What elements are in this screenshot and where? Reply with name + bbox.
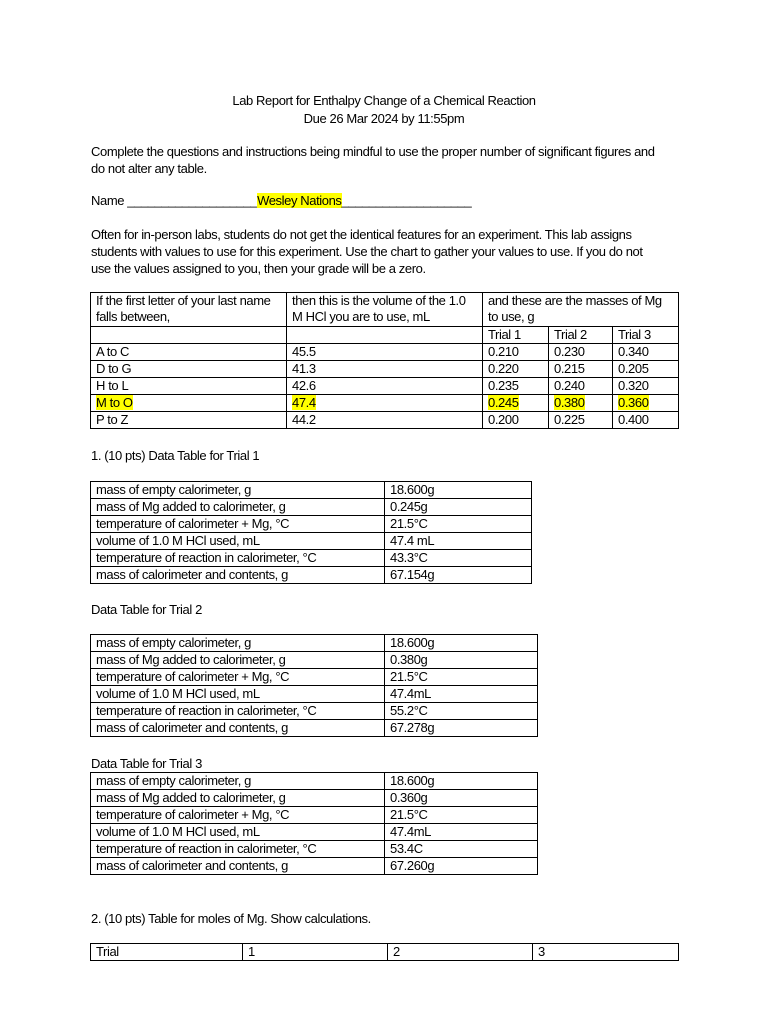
cell: 0.210 bbox=[483, 344, 549, 361]
name-label: Name ___________________ bbox=[91, 193, 258, 208]
cell: 0.360g bbox=[385, 790, 538, 807]
table-row bbox=[91, 944, 679, 961]
cell: 0.215 bbox=[549, 361, 613, 378]
due-date: Due 26 Mar 2024 by 11:55pm bbox=[303, 111, 465, 126]
cell: volume of 1.0 M HCl used, mL bbox=[91, 824, 385, 841]
cell: mass of Mg added to calorimeter, g bbox=[91, 790, 385, 807]
cell: 0.240 bbox=[549, 378, 613, 395]
cell: 0.380g bbox=[385, 652, 538, 669]
highlighted-row bbox=[91, 395, 679, 412]
cell: 1 bbox=[243, 944, 388, 961]
cell: D to G bbox=[91, 361, 287, 378]
cell: 0.245 bbox=[483, 395, 549, 412]
table-row bbox=[91, 361, 679, 378]
table-row bbox=[91, 686, 538, 703]
cell: 45.5 bbox=[287, 344, 483, 361]
trial2-table bbox=[90, 634, 538, 737]
table-row bbox=[91, 499, 532, 516]
cell: mass of calorimeter and contents, g bbox=[91, 567, 385, 584]
cell: Trial bbox=[91, 944, 243, 961]
cell: 43.3°C bbox=[385, 550, 532, 567]
student-name: Wesley Nations bbox=[257, 193, 342, 208]
table-row bbox=[91, 773, 538, 790]
cell: 21.5°C bbox=[385, 669, 538, 686]
t3-title: Data Table for Trial 3 bbox=[91, 756, 202, 771]
trial-header: Trial 2 bbox=[549, 327, 613, 344]
assignment-trial-row bbox=[91, 327, 679, 344]
cell: temperature of reaction in calorimeter, °C bbox=[91, 841, 385, 858]
cell bbox=[91, 327, 287, 344]
table-row bbox=[91, 841, 538, 858]
cell: 21.5°C bbox=[385, 807, 538, 824]
cell: 0.200 bbox=[483, 412, 549, 429]
cell: mass of Mg added to calorimeter, g bbox=[91, 652, 385, 669]
table-row bbox=[91, 567, 532, 584]
q2-title: 2. (10 pts) Table for moles of Mg. Show calculations. bbox=[91, 911, 371, 926]
table-row bbox=[91, 652, 538, 669]
cell: A to C bbox=[91, 344, 287, 361]
table-row bbox=[91, 344, 679, 361]
cell: 0.360 bbox=[613, 395, 679, 412]
cell: M to O bbox=[91, 395, 287, 412]
cell: mass of empty calorimeter, g bbox=[91, 482, 385, 499]
cell: 0.400 bbox=[613, 412, 679, 429]
cell bbox=[287, 327, 483, 344]
table-row bbox=[91, 516, 532, 533]
cell: 18.600g bbox=[385, 773, 538, 790]
cell: 21.5°C bbox=[385, 516, 532, 533]
cell: 18.600g bbox=[385, 635, 538, 652]
cell: temperature of calorimeter + Mg, °C bbox=[91, 669, 385, 686]
cell: 2 bbox=[388, 944, 533, 961]
assignment-table bbox=[90, 292, 679, 429]
cell: 0.320 bbox=[613, 378, 679, 395]
table-row bbox=[91, 703, 538, 720]
moles-table bbox=[90, 943, 679, 961]
trial3-table bbox=[90, 772, 538, 875]
cell: 0.205 bbox=[613, 361, 679, 378]
cell: 0.235 bbox=[483, 378, 549, 395]
cell: 0.245g bbox=[385, 499, 532, 516]
cell: 67.260g bbox=[385, 858, 538, 875]
cell: 0.220 bbox=[483, 361, 549, 378]
cell: 47.4 bbox=[287, 395, 483, 412]
intro-line-1: Complete the questions and instructions being mindful to use the proper number of significant figures and bbox=[91, 144, 655, 159]
cell: 3 bbox=[533, 944, 679, 961]
table-row bbox=[91, 858, 538, 875]
cell: P to Z bbox=[91, 412, 287, 429]
cell: 53.4C bbox=[385, 841, 538, 858]
cell: H to L bbox=[91, 378, 287, 395]
cell: volume of 1.0 M HCl used, mL bbox=[91, 686, 385, 703]
cell: mass of empty calorimeter, g bbox=[91, 635, 385, 652]
cell: 67.154g bbox=[385, 567, 532, 584]
cell: temperature of calorimeter + Mg, °C bbox=[91, 516, 385, 533]
cell: temperature of reaction in calorimeter, °C bbox=[91, 703, 385, 720]
table-row bbox=[91, 378, 679, 395]
trial-header: Trial 1 bbox=[483, 327, 549, 344]
assignment-header-row bbox=[91, 293, 679, 327]
cell: temperature of reaction in calorimeter, °C bbox=[91, 550, 385, 567]
assign-line-2: students with values to use for this experiment. Use the chart to gather your values to use. If you do not bbox=[91, 244, 643, 259]
cell: 42.6 bbox=[287, 378, 483, 395]
table-row bbox=[91, 790, 538, 807]
t2-title: Data Table for Trial 2 bbox=[91, 602, 202, 617]
intro-line-2: do not alter any table. bbox=[91, 161, 207, 176]
cell: volume of 1.0 M HCl used, mL bbox=[91, 533, 385, 550]
cell: 0.225 bbox=[549, 412, 613, 429]
table-row bbox=[91, 412, 679, 429]
cell: 0.340 bbox=[613, 344, 679, 361]
assign-line-1: Often for in-person labs, students do not get the identical features for an experiment. This lab assigns bbox=[91, 227, 632, 242]
table-row bbox=[91, 533, 532, 550]
cell: 0.380 bbox=[549, 395, 613, 412]
cell: 47.4mL bbox=[385, 824, 538, 841]
table-row bbox=[91, 669, 538, 686]
cell: 0.230 bbox=[549, 344, 613, 361]
cell: temperature of calorimeter + Mg, °C bbox=[91, 807, 385, 824]
cell: 67.278g bbox=[385, 720, 538, 737]
cell: mass of calorimeter and contents, g bbox=[91, 858, 385, 875]
cell: 18.600g bbox=[385, 482, 532, 499]
cell: 44.2 bbox=[287, 412, 483, 429]
header-masses: and these are the masses of Mg to use, g bbox=[483, 293, 679, 327]
cell: 47.4 mL bbox=[385, 533, 532, 550]
assign-line-3: use the values assigned to you, then your grade will be a zero. bbox=[91, 261, 426, 276]
cell: 41.3 bbox=[287, 361, 483, 378]
trial1-table bbox=[90, 481, 532, 584]
table-row bbox=[91, 807, 538, 824]
table-row bbox=[91, 824, 538, 841]
cell: mass of empty calorimeter, g bbox=[91, 773, 385, 790]
header-volume: then this is the volume of the 1.0 M HCl you are to use, mL bbox=[287, 293, 483, 327]
table-row bbox=[91, 482, 532, 499]
q1-title: 1. (10 pts) Data Table for Trial 1 bbox=[91, 448, 260, 463]
table-row bbox=[91, 550, 532, 567]
cell: 55.2°C bbox=[385, 703, 538, 720]
cell: mass of calorimeter and contents, g bbox=[91, 720, 385, 737]
cell: 47.4mL bbox=[385, 686, 538, 703]
table-row bbox=[91, 635, 538, 652]
trial-header: Trial 3 bbox=[613, 327, 679, 344]
name-underline: ___________________ bbox=[341, 193, 472, 208]
table-row bbox=[91, 720, 538, 737]
cell: mass of Mg added to calorimeter, g bbox=[91, 499, 385, 516]
name-line bbox=[91, 192, 471, 209]
header-last-name: If the first letter of your last name falls between, bbox=[91, 293, 287, 327]
document-title: Lab Report for Enthalpy Change of a Chemical Reaction bbox=[232, 93, 536, 108]
